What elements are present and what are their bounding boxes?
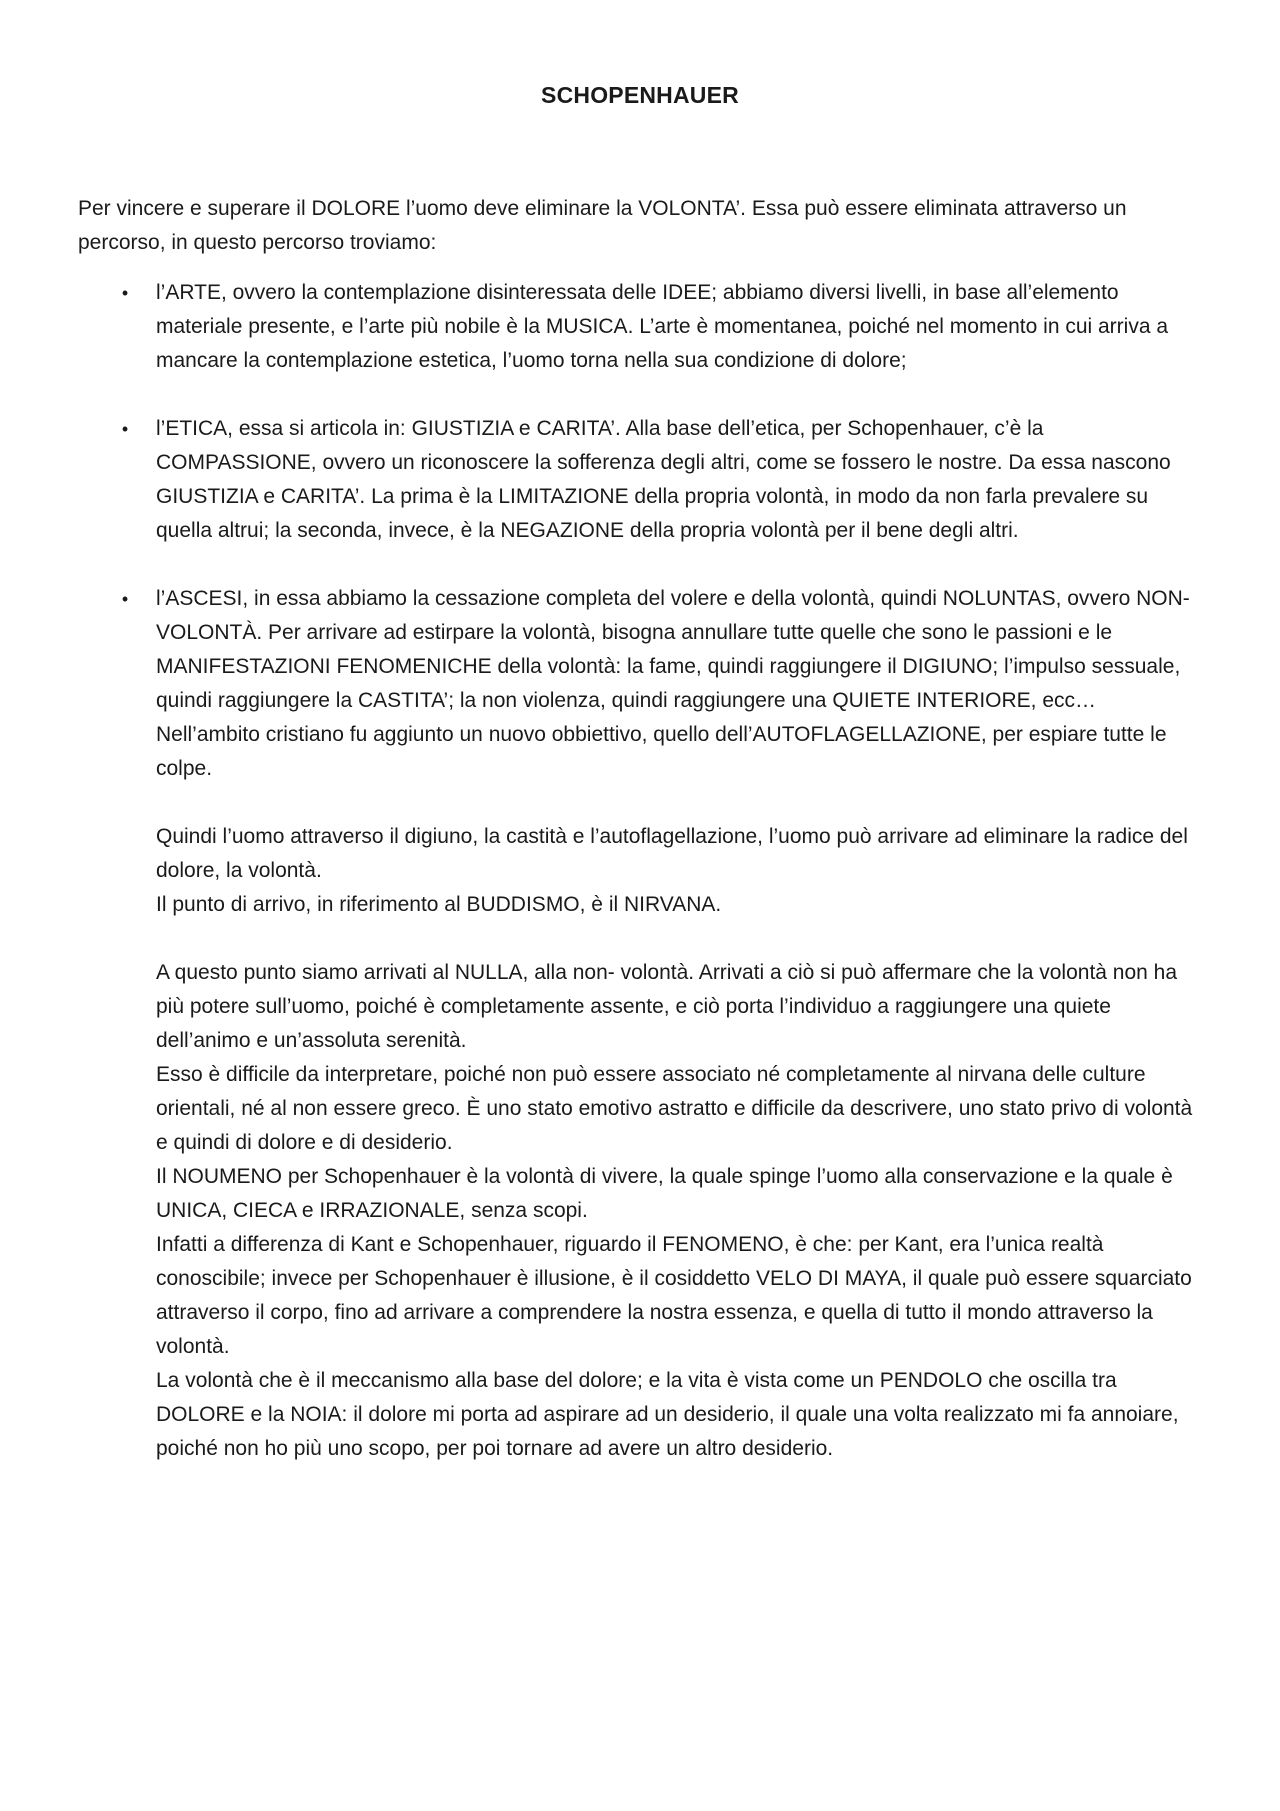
continuation-paragraph: Nell’ambito cristiano fu aggiunto un nuovo obbiettivo, quello dell’AUTOFLAGELLAZIONE, per espiare tutte le colpe. <box>156 723 1167 780</box>
page-title: SCHOPENHAUER <box>541 82 739 108</box>
bullet-icon: • <box>121 419 129 439</box>
continuation-paragraph: Il punto di arrivo, in riferimento al BUDDISMO, è il NIRVANA. <box>156 893 722 916</box>
list-item-text: l’ETICA, essa si articola in: GIUSTIZIA e CARITA’. Alla base dell’etica, per Schopenhauer, c’è la COMPASSIONE, ovvero un riconoscere la sofferenza degli altri, come se fossero le nostre. Da essa nascono GIUSTIZIA e CARITA’. La prima è la LIMITAZIONE della propria volontà, in modo da non farla prevalere su quella altrui; la seconda, invece, è la NEGAZIONE della propria volontà per il bene degli altri. <box>156 417 1171 542</box>
continuation-paragraph: Il NOUMENO per Schopenhauer è la volontà di vivere, la quale spinge l’uomo alla conservazione e la quale è UNICA, CIECA e IRRAZIONALE, senza scopi. <box>156 1165 1173 1222</box>
bullet-icon: • <box>121 283 129 303</box>
continuation-paragraph: Esso è difficile da interpretare, poiché non può essere associato né completamente al nirvana delle culture orientali, né al non essere greco. È uno stato emotivo astratto e difficile da descrivere, uno stato privo di volontà e quindi di dolore e di desiderio. <box>156 1063 1193 1154</box>
bullet-icon: • <box>121 589 129 609</box>
continuation-paragraph: Infatti a differenza di Kant e Schopenhauer, riguardo il FENOMENO, è che: per Kant, era l’unica realtà conoscibile; invece per Schopenhauer è illusione, è il cosiddetto VELO DI MAYA, il quale può essere squarciato attraverso il corpo, fino ad arrivare a comprendere la nostra essenza, e quella di tutto il mondo attraverso la volontà. <box>156 1233 1192 1358</box>
list-item-etica <box>78 412 1208 548</box>
list-item-text: l’ASCESI, in essa abbiamo la cessazione completa del volere e della volontà, quindi NOLUNTAS, ovvero NON-VOLONTÀ. Per arrivare ad estirpare la volontà, bisogna annullare tutte quelle che sono le passioni e le MANIFESTAZIONI FENOMENICHE della volontà: la fame, quindi raggiungere il DIGIUNO; l’impulso sessuale, quindi raggiungere la CASTITA’; la non violenza, quindi raggiungere una QUIETE INTERIORE, ecc… <box>156 587 1190 712</box>
continuation-paragraph: A questo punto siamo arrivati al NULLA, alla non- volontà. Arrivati a ciò si può affermare che la volontà non ha più potere sull’uomo, poiché è completamente assente, e ciò porta l’individuo a raggiungere una quiete dell’animo e un’assoluta serenità. <box>156 961 1178 1052</box>
list-item-ascesi <box>78 582 1208 1466</box>
intro-paragraph: Per vincere e superare il DOLORE l’uomo deve eliminare la VOLONTA’. Essa può essere eliminata attraverso un percorso, in questo percorso troviamo: <box>78 197 1127 254</box>
list-item-arte <box>78 276 1208 378</box>
continuation-paragraph: Quindi l’uomo attraverso il digiuno, la castità e l’autoflagellazione, l’uomo può arrivare ad eliminare la radice del dolore, la volontà. <box>156 825 1188 882</box>
list-item-text: l’ARTE, ovvero la contemplazione disinteressata delle IDEE; abbiamo diversi livelli, in base all’elemento materiale presente, e l’arte più nobile è la MUSICA. L’arte è momentanea, poiché nel momento in cui arriva a mancare la contemplazione estetica, l’uomo torna nella sua condizione di dolore; <box>156 281 1169 372</box>
blank-line <box>156 786 1208 820</box>
document-body <box>78 192 1208 1500</box>
continuation-paragraph: La volontà che è il meccanismo alla base del dolore; e la vita è vista come un PENDOLO che oscilla tra DOLORE e la NOIA: il dolore mi porta ad aspirare ad un desiderio, il quale una volta realizzato mi fa annoiare, poiché non ho più uno scopo, per poi tornare ad avere un altro desiderio. <box>156 1369 1179 1460</box>
blank-line <box>156 922 1208 956</box>
bullet-list <box>78 276 1208 1466</box>
